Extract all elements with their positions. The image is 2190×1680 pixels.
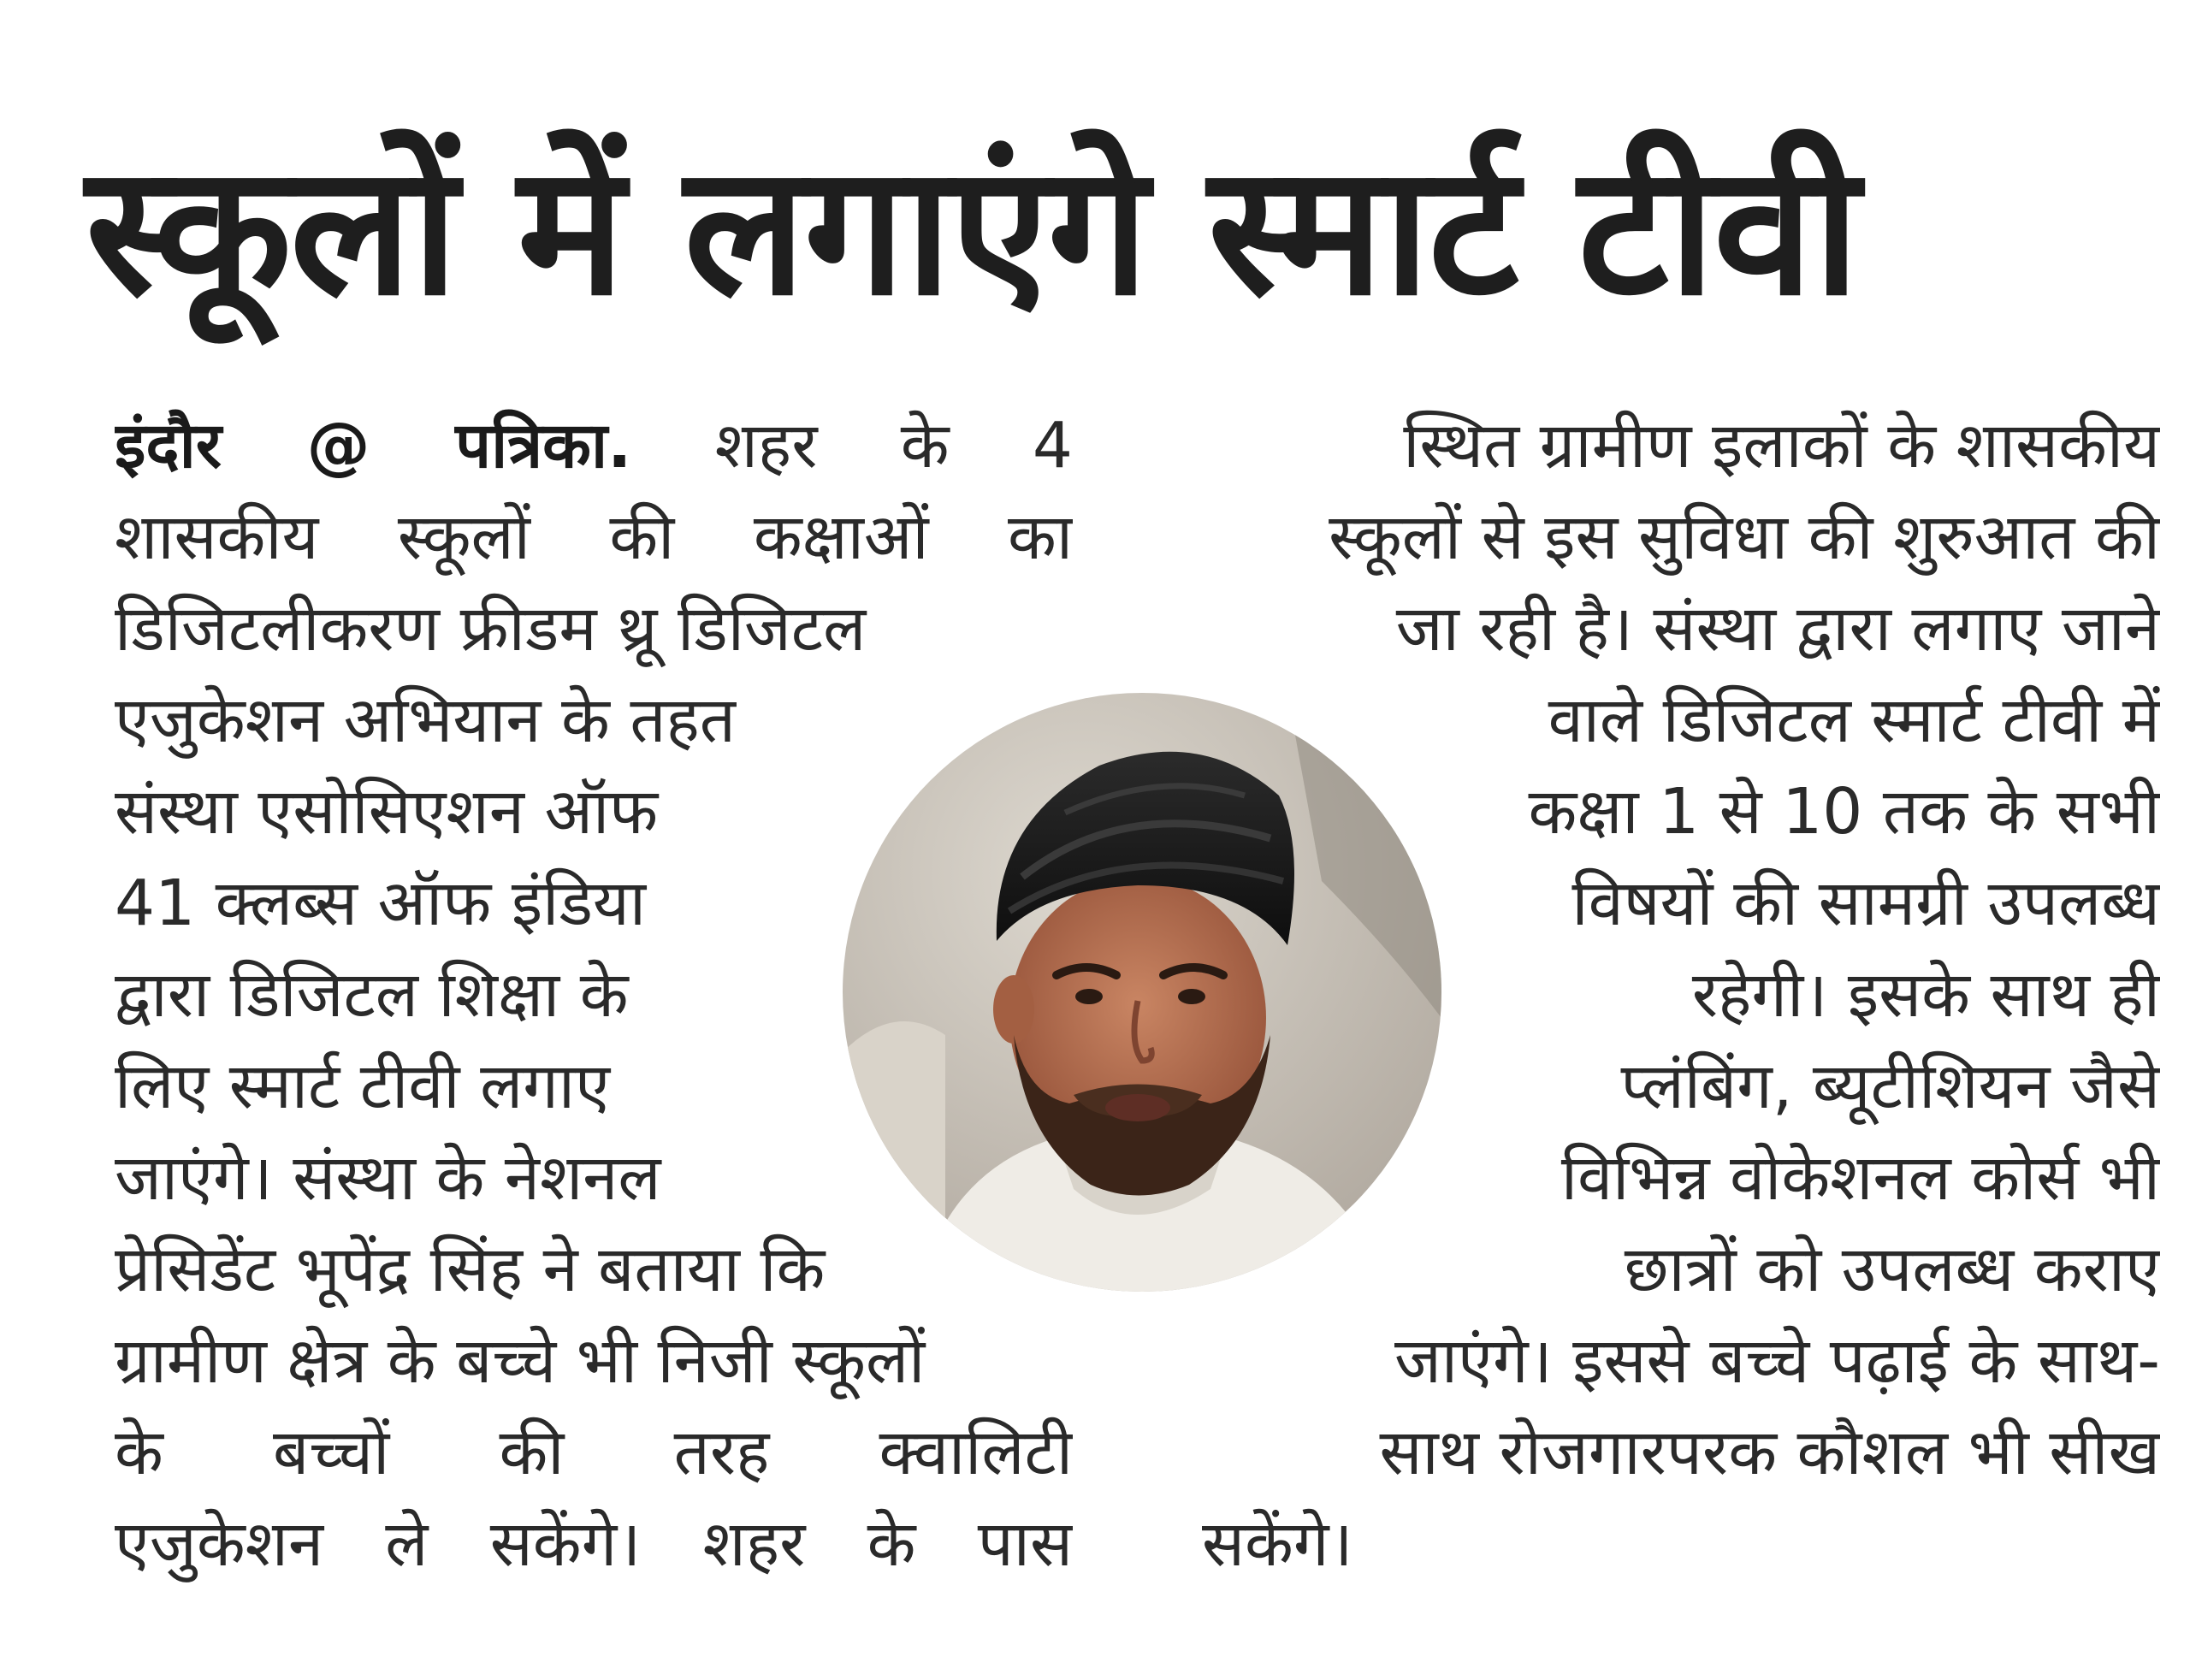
- article-line: 41 क्लब्स ऑफ इंडिया: [115, 867, 647, 940]
- article-line: प्रेसिडेंट भूपेंद्र सिंह ने बताया कि: [115, 1233, 826, 1306]
- article-line: छात्रों को उपलब्ध कराए: [1624, 1233, 2160, 1306]
- portrait-illustration: [843, 693, 1441, 1292]
- dateline: इंदौर @ पत्रिका.: [115, 409, 632, 482]
- article-line: प्लंबिंग, ब्यूटीशियन जैसे: [1620, 1050, 2160, 1123]
- article-line: लिए स्मार्ट टीवी लगाए: [115, 1050, 611, 1123]
- article-line: विषयों की सामग्री उपलब्ध: [1571, 867, 2160, 940]
- article-line: जाएंगे। संस्था के नेशनल: [115, 1141, 661, 1215]
- article-line: सकेंगे।: [1202, 1507, 1353, 1581]
- article-line: स्कूलों से इस सुविधा की शुरुआत की: [1329, 500, 2160, 574]
- portrait-photo: [843, 693, 1441, 1292]
- article-line: एजुकेशन अभियान के तहत: [115, 683, 736, 757]
- article-line: शासकीय स्कूलों की कक्षाओं का: [115, 500, 1073, 574]
- headline: स्कूलों में लगाएंगे स्मार्ट टीवी: [86, 126, 1859, 335]
- article-line: संस्था एसोसिएशन ऑफ: [115, 775, 659, 849]
- article-line: कक्षा 1 से 10 तक के सभी: [1528, 775, 2160, 849]
- article-line: [115, 400, 1073, 492]
- article-line: द्वारा डिजिटल शिक्षा के: [115, 958, 629, 1032]
- article-line: वाले डिजिटल स्मार्ट टीवी में: [1548, 683, 2160, 757]
- article-line: जा रही है। संस्था द्वारा लगाए जाने: [1395, 592, 2160, 665]
- article-line: स्थित ग्रामीण इलाकों के शासकीय: [1403, 409, 2160, 482]
- article-line: ग्रामीण क्षेत्र के बच्चे भी निजी स्कूलों: [115, 1324, 926, 1398]
- article-line: विभिन्न वोकेशनल कोर्स भी: [1560, 1141, 2160, 1215]
- article-line: रहेगी। इसके साथ ही: [1691, 958, 2160, 1032]
- article-line: जाएंगे। इससे बच्चे पढ़ाई के साथ-: [1394, 1324, 2160, 1398]
- article-line: साथ रोजगारपरक कौशल भी सीख: [1379, 1416, 2160, 1489]
- article-text: शहर के 4: [631, 409, 1073, 482]
- article-line: एजुकेशन ले सकेंगे। शहर के पास: [115, 1507, 1073, 1581]
- article-line: डिजिटलीकरण फ्रीडम थ्रू डिजिटल: [115, 592, 867, 665]
- article-line: के बच्चों की तरह क्वालिटी: [115, 1416, 1073, 1489]
